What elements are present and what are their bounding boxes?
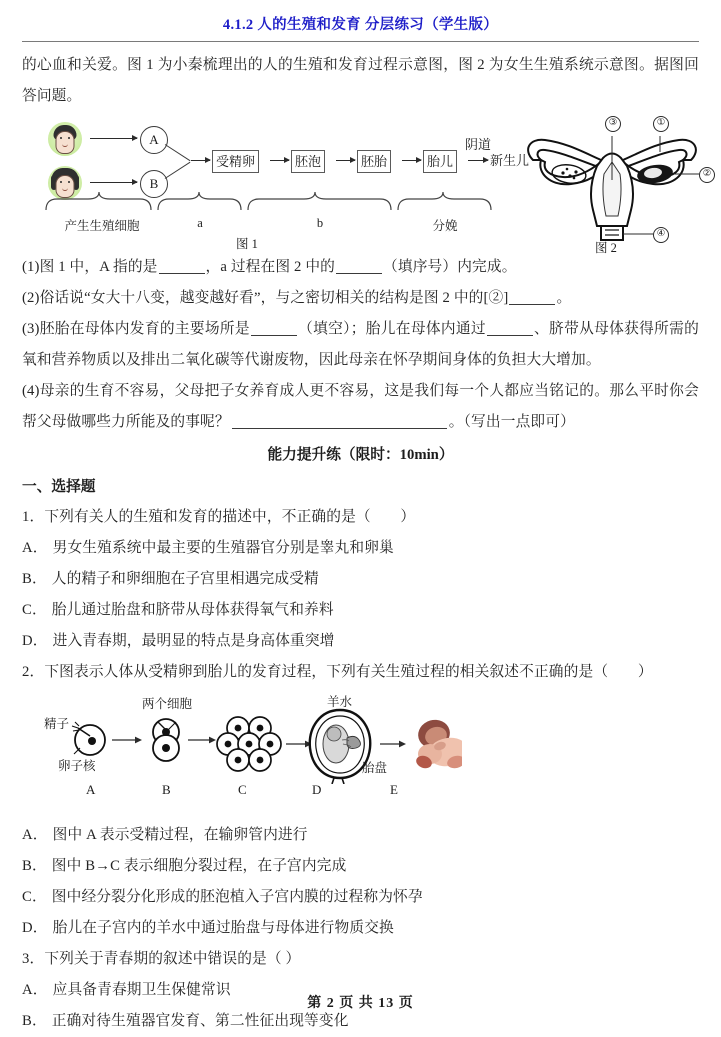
choice-2-option-c-text: 图中经分裂分化形成的胚泡植入子宫内膜的过程称为怀孕 bbox=[51, 889, 423, 905]
choice-1-option-a[interactable] bbox=[22, 533, 699, 564]
question-3-suffix: 、脐带从母体获得所需的氧和营养物质以及排出二氧化碳等代谢废物，因此母亲在怀孕期间身体的负担大大增加。 bbox=[22, 321, 699, 368]
question-3 bbox=[22, 314, 699, 376]
figure-1-caption: 图 1 bbox=[236, 237, 258, 251]
choice-1-option-d-label: D． bbox=[22, 633, 48, 649]
stage-label-d: D bbox=[312, 782, 322, 797]
node-a: A bbox=[140, 126, 168, 154]
choice-question-2-stem: 2．下图表示人体从受精卵到胎儿的发育过程，下列有关生殖过程的相关叙述不正确的是（ ） bbox=[22, 664, 653, 680]
question-3-blank-2[interactable] bbox=[487, 335, 533, 336]
choice-3-option-a-text: 应具备青春期卫生保健常识 bbox=[52, 982, 231, 998]
choice-1-option-a-label: A． bbox=[22, 540, 48, 556]
stage-label-a: A bbox=[86, 782, 96, 797]
choice-1-option-b[interactable] bbox=[22, 564, 699, 595]
question-2-prefix: (2)俗话说“女大十八变，越变越好看”，与之密切相关的结构是图 2 中的[②] bbox=[22, 290, 509, 306]
arrow-female-to-b bbox=[90, 182, 137, 183]
stage-label-b: B bbox=[162, 782, 171, 797]
sperm-label: 精子 bbox=[44, 717, 70, 731]
choice-2-option-b[interactable] bbox=[22, 851, 699, 882]
callout-3-icon: ③ bbox=[605, 116, 621, 132]
choice-2-option-b-text: 图中 B→C 表示细胞分裂过程，在子宫内完成 bbox=[51, 858, 347, 874]
brace-label-b: b bbox=[316, 216, 324, 230]
placenta-label: 胎盘 bbox=[362, 761, 388, 775]
section-subhead: 一、选择题 bbox=[22, 479, 96, 495]
choice-1-option-d[interactable] bbox=[22, 626, 699, 657]
choice-question-3-stem: 3．下列关于青春期的叙述中错误的是（ ） bbox=[22, 951, 301, 967]
amniotic-fluid-label: 羊水 bbox=[327, 695, 353, 709]
choice-1-option-c-text: 胎儿通过胎盘和脐带从母体获得氧气和养料 bbox=[51, 602, 334, 618]
box-blastocyst: 胚泡 bbox=[291, 150, 325, 173]
arrow-embryo-to-fetus bbox=[402, 160, 421, 161]
box-fetus: 胎儿 bbox=[423, 150, 457, 173]
choice-1-option-b-text: 人的精子和卵细胞在子宫里相遇完成受精 bbox=[51, 571, 319, 587]
title-divider bbox=[22, 41, 699, 42]
question-2-suffix: 。 bbox=[556, 290, 572, 306]
choice-2-option-c[interactable] bbox=[22, 882, 699, 913]
question-4 bbox=[22, 376, 699, 438]
choice-2-option-a-label: A． bbox=[22, 827, 48, 843]
merge-line-upper bbox=[165, 144, 191, 161]
question-4-blank-1[interactable] bbox=[232, 428, 447, 429]
question-4-prefix: (4)母亲的生育不容易，父母把子女养育成人更不容易，这是我们每一个人都应当铭记的。那么平时你会帮父母做哪些力所能及的事呢？ bbox=[22, 383, 699, 430]
egg-nucleus-label: 卵子核 bbox=[58, 759, 96, 773]
choice-2-option-d[interactable] bbox=[22, 913, 699, 944]
male-parent-icon bbox=[48, 122, 82, 156]
question-1-blank-2[interactable] bbox=[336, 273, 382, 274]
uterus-illustration bbox=[517, 122, 721, 242]
choice-3-option-a-label: A． bbox=[22, 982, 48, 998]
choice-2-option-d-label: D． bbox=[22, 920, 48, 936]
question-1-mid: ，a 过程在图 2 中的 bbox=[205, 259, 336, 275]
choice-2-option-d-text: 胎儿在子宫内的羊水中通过胎盘与母体进行物质交换 bbox=[52, 920, 394, 936]
figure-1-flowchart bbox=[40, 116, 530, 252]
arrow-merge-to-zygote bbox=[191, 160, 210, 161]
brace-group bbox=[40, 192, 500, 218]
intro-paragraph: 的心血和关爱。图 1 为小秦梳理出的人的生殖和发育过程示意图，图 2 为女生生殖系统示意图。据图回答问题。 bbox=[22, 57, 699, 104]
question-2 bbox=[22, 283, 699, 314]
figure-3-development bbox=[42, 694, 462, 806]
two-cells-label: 两个细胞 bbox=[142, 697, 193, 711]
question-1-prefix: (1)图 1 中，A 指的是 bbox=[22, 259, 158, 275]
section-title: 能力提升练（限时：10min） bbox=[267, 447, 454, 463]
choice-1-option-a-text: 男女生殖系统中最主要的生殖器官分别是睾丸和卵巢 bbox=[52, 540, 394, 556]
stage-label-e: E bbox=[390, 782, 398, 797]
figures-row bbox=[22, 116, 712, 255]
figure-2-uterus bbox=[517, 114, 721, 254]
arrow-fetus-to-newborn bbox=[468, 160, 488, 161]
question-4-suffix: 。（写出一点即可） bbox=[448, 414, 575, 430]
callout-4-icon: ④ bbox=[653, 227, 669, 243]
choice-1-option-b-label: B． bbox=[22, 571, 47, 587]
question-1 bbox=[22, 252, 699, 283]
question-3-blank-1[interactable] bbox=[251, 335, 297, 336]
page-footer: 第 2 页 共 13 页 bbox=[307, 996, 414, 1011]
newborn-label: 新生儿 bbox=[490, 153, 530, 168]
question-1-blank-1[interactable] bbox=[159, 273, 205, 274]
vagina-label: 阴道 bbox=[465, 137, 492, 152]
merge-line-lower bbox=[165, 162, 191, 179]
box-zygote: 受精卵 bbox=[212, 150, 259, 173]
question-3-prefix: (3)胚胎在母体内发育的主要场所是 bbox=[22, 321, 250, 337]
choice-1-option-d-text: 进入青春期，最明显的特点是身高体重突增 bbox=[52, 633, 335, 649]
box-embryo: 胚胎 bbox=[357, 150, 391, 173]
arrow-male-to-a bbox=[90, 138, 137, 139]
choice-2-option-a[interactable] bbox=[22, 820, 699, 851]
choice-2-option-c-label: C． bbox=[22, 889, 47, 905]
choice-3-option-b-label: B． bbox=[22, 1013, 47, 1029]
arrow-zygote-to-blastocyst bbox=[270, 160, 289, 161]
development-illustration bbox=[42, 700, 462, 784]
choice-3-option-b-text: 正确对待生殖器官发育、第二性征出现等变化 bbox=[51, 1013, 349, 1029]
choice-1-option-c-label: C． bbox=[22, 602, 47, 618]
callout-1-icon: ① bbox=[653, 116, 669, 132]
callout-2-icon: ② bbox=[699, 167, 715, 183]
choice-question-1-stem: 1．下列有关人的生殖和发育的描述中，不正确的是（ ） bbox=[22, 509, 416, 525]
question-1-suffix: （填序号）内完成。 bbox=[383, 259, 517, 275]
question-2-blank-1[interactable] bbox=[509, 304, 555, 305]
brace-label-a: a bbox=[197, 216, 203, 230]
node-b: B bbox=[140, 170, 168, 198]
question-3-mid: （填空）；胎儿在母体内通过 bbox=[297, 321, 486, 337]
brace-label-delivery: 分娩 bbox=[432, 219, 458, 233]
choice-2-option-a-text: 图中 A 表示受精过程，在输卵管内进行 bbox=[52, 827, 308, 843]
brace-label-gametes: 产生生殖细胞 bbox=[64, 219, 140, 233]
page-title: 4.1.2 人的生殖和发育 分层练习（学生版） bbox=[222, 17, 499, 33]
choice-1-option-c[interactable] bbox=[22, 595, 699, 626]
stage-label-c: C bbox=[238, 782, 247, 797]
choice-2-option-b-label: B． bbox=[22, 858, 47, 874]
figure-2-caption: 图 2 bbox=[595, 241, 617, 255]
arrow-blastocyst-to-embryo bbox=[336, 160, 355, 161]
